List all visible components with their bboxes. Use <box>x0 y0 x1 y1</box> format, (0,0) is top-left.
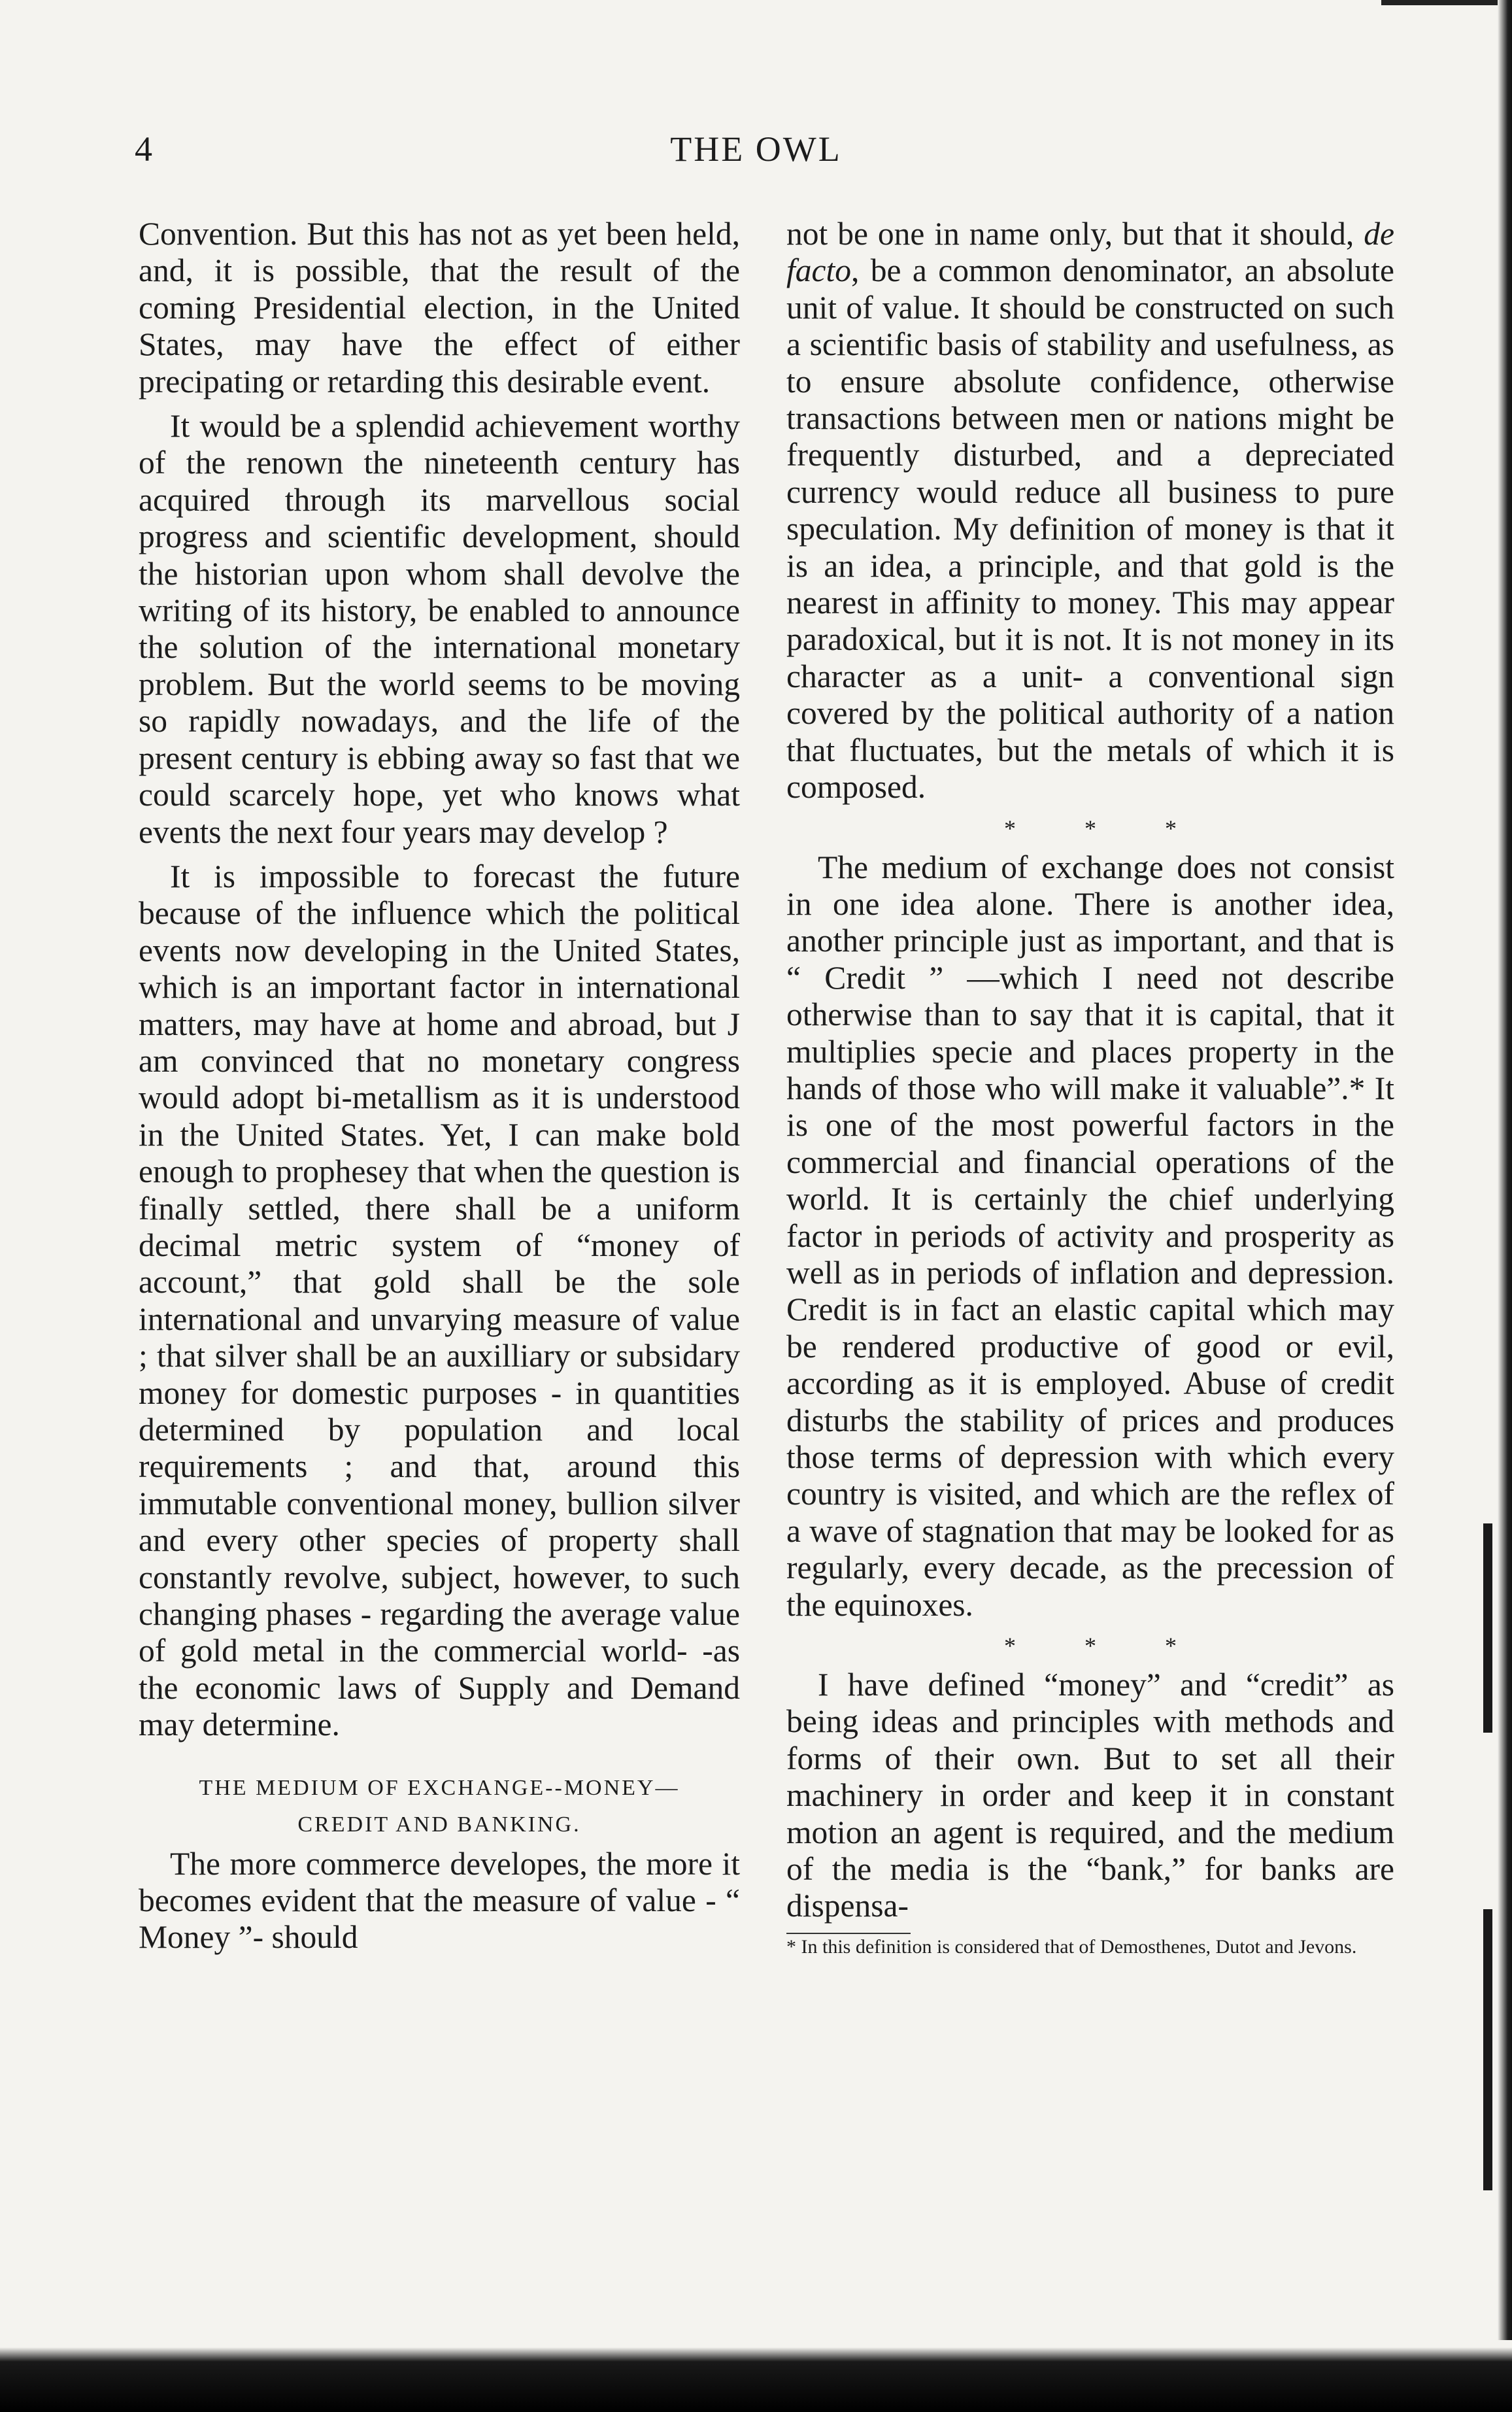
paragraph: It is impossible to forecast the future because of the influence which the political events now developing in the United States, which is an important factor in international matters, may have at home and abroad, but J am convinced that no monetary congress would adopt bi-metallism as it is understood in the United States. Yet, I can make bold enough to prophesey that when the question is finally settled, there shall be a uniform decimal metric system of “money of account,” that gold shall be the sole international and unvarying measure of value ; that silver shall be an auxilliary or subsidary money for domestic purposes - in quantities determined by population and local requirements ; and that, around this immutable conventional money, bullion silver and every other species of property shall constantly revolve, subject, however, to such changing phases - regarding the average value of gold metal in the commercial world- -as the economic laws of Supply and Demand may determine. <box>139 858 740 1743</box>
scan-edge-bottom <box>0 2340 1512 2412</box>
paragraph: The more commerce developes, the more it becomes evident that the measure of value - “ Money ”- should <box>139 1845 740 1956</box>
scan-edge-right <box>1498 0 1512 2412</box>
paragraph <box>786 216 1394 806</box>
italic-term: de facto <box>786 216 1394 289</box>
paragraph: I have defined “money” and “credit” as being ideas and principles with methods and forms of their own. But to set all their machinery in order and keep it in constant motion an agent is required, and the medium of the media is the “bank,” for banks are dispensa- <box>786 1667 1394 1924</box>
right-column <box>786 216 1394 1967</box>
section-heading-line: CREDIT AND BANKING. <box>297 1812 581 1837</box>
text-run: , be a common denominator, an absolute unit of value. It should be constructed on such a scientific basis of stability and usefulness, as to ensure absolute confidence, otherwise transactions between men or nations might be frequently disturbed, and a depreciated currency would reduce all business to pure speculation. My definition of money is that it is an idea, a principle, and that gold is the nearest in affinity to money. This may appear paradoxical, but it is not. It is not money in its character as a unit- a conventional sign covered by the political authority of a nation that fluctuates, but the metals of which it is composed. <box>786 252 1394 806</box>
section-separator: * * * <box>1004 1633 1208 1659</box>
scan-artifact <box>1483 1523 1492 1733</box>
scan-artifact <box>1483 1909 1492 2190</box>
section-heading-line: THE MEDIUM OF EXCHANGE--MONEY— <box>199 1775 680 1800</box>
running-title: THE OWL <box>670 129 842 169</box>
paragraph: Convention. But this has not as yet been held, and, it is possible, that the result of the coming Presidential election, in the United States, may have the effect of either precipating or retarding this desirable event. <box>139 216 740 399</box>
section-separator: * * * <box>1004 815 1208 841</box>
paragraph: The medium of exchange does not consist in one idea alone. There is another idea, another principle just as important, and that is “ Credit ” —which I need not describe otherwise than to say that it is capital, that it multiplies specie and places property in the hands of those who will make it valuable”.* It is one of the most powerful factors in the commercial and financial operations of the world. It is certainly the chief underlying factor in periods of activity and prosperity as well as in periods of inflation and depression. Credit is in fact an elastic capital which may be rendered productive of good or evil, according as it is employed. Abuse of credit disturbs the stability of prices and produces those terms of depression with which every country is visited, and which are the reflex of a wave of stagnation that may be looked for as regularly, every decade, as the precession of the equinoxes. <box>786 849 1394 1623</box>
scan-edge-top <box>1381 0 1512 5</box>
text-run: not be one in name only, but that it should, <box>786 216 1364 252</box>
section-heading <box>139 1770 740 1843</box>
footnote-rule <box>786 1933 911 1934</box>
left-column <box>139 216 740 1964</box>
page-number: 4 <box>135 129 152 169</box>
paragraph: It would be a splendid achievement worthy of the renown the nineteenth century has acquired through its marvellous social progress and scientific development, should the historian upon whom shall devolve the writing of its history, be enabled to announce the solution of the international monetary problem. But the world seems to be moving so rapidly nowadays, and the life of the present century is ebbing away so fast that we could scarcely hope, yet who knows what events the next four years may develop ? <box>139 408 740 850</box>
footnote: * In this definition is considered that of Demosthenes, Dutot and Jevons. <box>786 1935 1357 1958</box>
